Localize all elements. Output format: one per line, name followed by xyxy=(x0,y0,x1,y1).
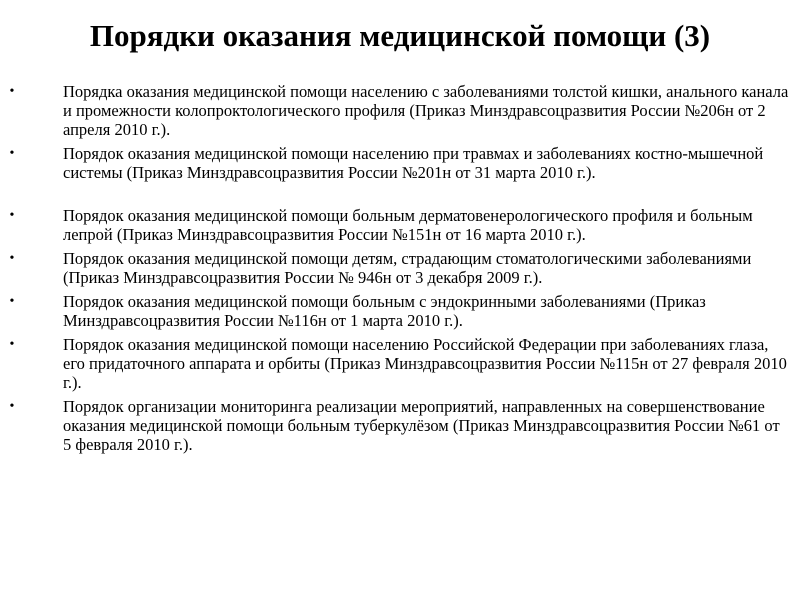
list-item-text: Порядка оказания медицинской помощи населению с заболеваниями толстой кишки, анального канала и промежности колопроктологического профиля (Приказ Минздравсоцразвития России №206н от 2 апреля 2010 г.). xyxy=(63,82,789,139)
list-item-text: Порядок оказания медицинской помощи больным с эндокринными заболеваниями (Приказ Минздравсоцразвития России №116н от 1 марта 2010 г.). xyxy=(63,292,706,330)
bullet-icon: • xyxy=(9,251,15,266)
bullet-list xyxy=(0,82,800,459)
bullet-icon: • xyxy=(9,84,15,99)
bullet-icon: • xyxy=(9,399,15,414)
bullet-icon: • xyxy=(9,208,15,223)
list-item xyxy=(0,144,800,182)
bullet-icon: • xyxy=(9,337,15,352)
list-item-text: Порядок оказания медицинской помощи детям, страдающим стоматологическими заболеваниями (Приказ Минздравсоцразвития России № 946н от 3 декабря 2009 г.). xyxy=(63,249,752,287)
list-item xyxy=(0,397,800,454)
list-item xyxy=(0,206,800,244)
list-item-text: Порядок организации мониторинга реализации мероприятий, направленных на совершенствование оказания медицинской помощи больным туберкулёзом (Приказ Минздравсоцразвития России №61 от 5 февраля 2010 г.). xyxy=(63,397,780,454)
bullet-icon: • xyxy=(9,146,15,161)
list-item xyxy=(0,249,800,287)
list-item xyxy=(0,292,800,330)
list-item xyxy=(0,335,800,392)
slide-title: Порядки оказания медицинской помощи (3) xyxy=(89,18,711,53)
list-item-text: Порядок оказания медицинской помощи населению Российской Федерации при заболеваниях глаза, его придаточного аппарата и орбиты (Приказ Минздравсоцразвития России №115н от 27 февраля 2010 г.). xyxy=(63,335,787,392)
list-item xyxy=(0,82,800,139)
list-item-text: Порядок оказания медицинской помощи больным дерматовенерологического профиля и больным лепрой (Приказ Минздравсоцразвития России №151н от 16 марта 2010 г.). xyxy=(63,206,753,244)
bullet-icon: • xyxy=(9,294,15,309)
list-item-text: Порядок оказания медицинской помощи населению при травмах и заболеваниях костно-мышечной системы (Приказ Минздравсоцразвития России №201н от 31 марта 2010 г.). xyxy=(63,144,764,182)
